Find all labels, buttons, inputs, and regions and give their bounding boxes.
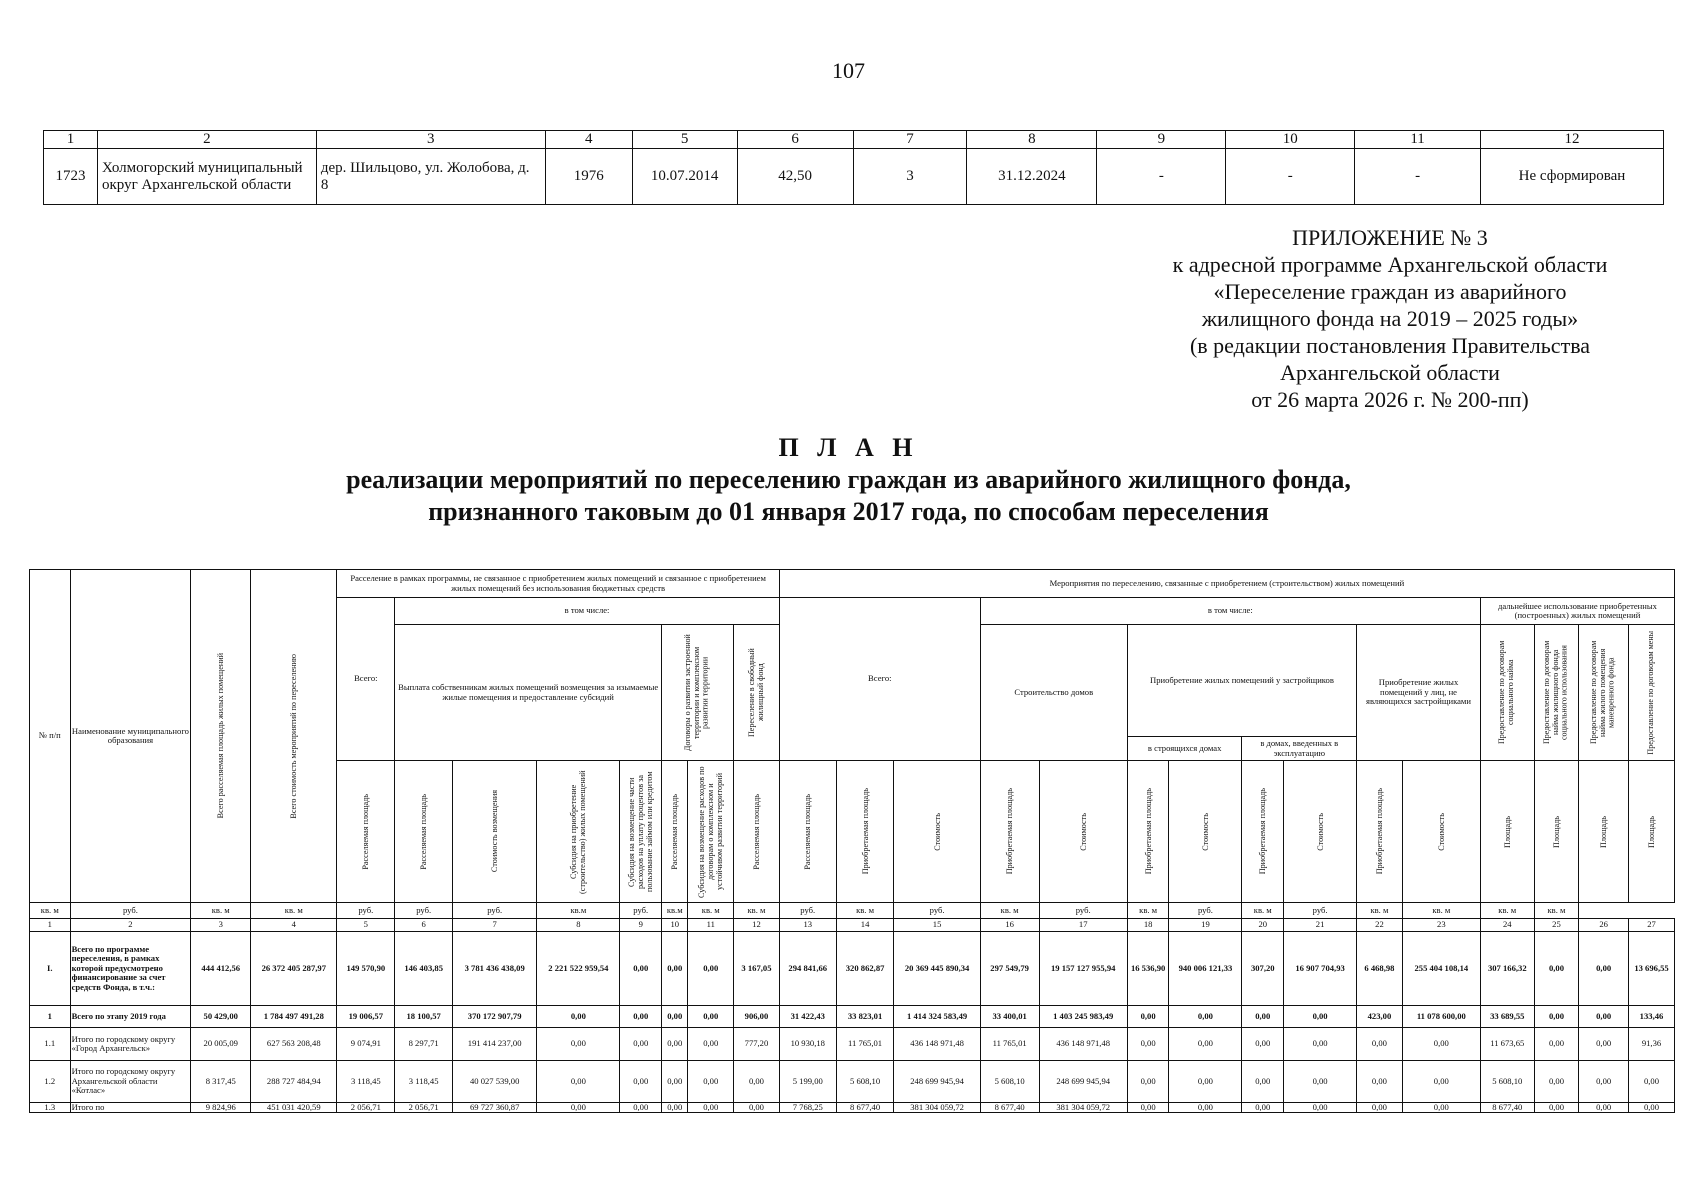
column-header-7: Стоимость возмещения [453, 761, 537, 903]
unit-cell: руб. [395, 903, 453, 919]
top-table-header [44, 131, 1664, 149]
table-cell: 146 403,85 [395, 932, 453, 1006]
table-cell: 9 074,91 [337, 1028, 395, 1061]
table-cell: 320 862,87 [836, 932, 894, 1006]
column-number-cell: 13 [779, 919, 836, 932]
header-total-cost: Всего стоимость мероприятий по переселению [251, 570, 337, 903]
top-row-cell: 42,50 [737, 149, 853, 205]
table-cell: 0,00 [688, 1006, 734, 1028]
table-cell: 1 784 497 491,28 [251, 1006, 337, 1028]
top-row-cell: Не сформирован [1481, 149, 1664, 205]
top-header-cell: 7 [853, 131, 967, 149]
unit-cell: руб. [70, 903, 191, 919]
column-number-cell: 22 [1357, 919, 1403, 932]
appendix-line: Архангельской области [1280, 360, 1500, 385]
top-header-cell: 3 [316, 131, 545, 149]
column-number-cell: 5 [337, 919, 395, 932]
table-cell: 191 414 237,00 [453, 1028, 537, 1061]
top-row-cell: - [1355, 149, 1481, 205]
title-plan: П Л А Н [778, 433, 919, 462]
table-cell: 10 930,18 [779, 1028, 836, 1061]
table-cell: 5 608,10 [836, 1061, 894, 1103]
column-number-cell: 17 [1039, 919, 1127, 932]
unit-cell: руб. [1284, 903, 1357, 919]
table-cell: 0,00 [662, 1028, 688, 1061]
table-cell: 2 056,71 [337, 1103, 395, 1113]
column-header-13: Расселяемая площадь [779, 761, 836, 903]
table-cell: I. [30, 932, 71, 1006]
table-cell: 16 907 704,93 [1284, 932, 1357, 1006]
top-row-cell: дер. Шильцово, ул. Жолобова, д. 8 [316, 149, 545, 205]
column-header-10: Расселяемая площадь [662, 761, 688, 903]
header-f2: Предоставление по договорам найма жилищного фонда социального использования [1534, 625, 1579, 761]
column-header-15: Стоимость [894, 761, 980, 903]
table-cell: 0,00 [1357, 1061, 1403, 1103]
unit-cell: кв. м [688, 903, 734, 919]
header-f3: Предоставление по договорам найма жилого помещения маневренного фонда [1579, 625, 1629, 761]
table-cell: 5 608,10 [980, 1061, 1039, 1103]
table-cell: 0,00 [1579, 1103, 1629, 1113]
plan-table [29, 569, 1675, 1113]
column-header-19: Стоимость [1169, 761, 1242, 903]
column-header-6: Расселяемая площадь [395, 761, 453, 903]
table-cell: 0,00 [620, 1103, 662, 1113]
header-group-b: Мероприятия по переселению, связанные с приобретением (строительством) жилых помещений [779, 570, 1674, 598]
header-a-total: Всего: [337, 598, 395, 761]
table-cell: 0,00 [1357, 1028, 1403, 1061]
top-header-cell: 2 [97, 131, 316, 149]
table-cell: 1 [30, 1006, 71, 1028]
table-cell: 31 422,43 [779, 1006, 836, 1028]
table-cell: 3 781 436 438,09 [453, 932, 537, 1006]
top-row-cell: Холмогорский муниципальный округ Архангельской области [97, 149, 316, 205]
top-row-cell: 31.12.2024 [967, 149, 1097, 205]
header-b-dev: Приобретение жилых помещений у застройщиков [1127, 625, 1356, 737]
table-cell: 1.2 [30, 1061, 71, 1103]
table-cell: 0,00 [734, 1103, 780, 1113]
table-row [30, 1103, 1675, 1113]
table-cell: 16 536,90 [1127, 932, 1169, 1006]
table-cell: 69 727 360,87 [453, 1103, 537, 1113]
table-cell: 18 100,57 [395, 1006, 453, 1028]
column-numbers-row [30, 919, 1675, 932]
top-table [43, 130, 1664, 205]
top-header-cell: 10 [1226, 131, 1355, 149]
appendix-line: от 26 марта 2026 г. № 200-пп) [1251, 387, 1529, 412]
units-row [30, 903, 1675, 919]
header-name: Наименование муниципального образования [70, 570, 191, 903]
table-cell: 2 221 522 959,54 [537, 932, 620, 1006]
header-b-persons: Приобретение жилых помещений у лиц, не являющихся застройщиками [1357, 625, 1481, 761]
unit-cell: кв. м [734, 903, 780, 919]
column-number-cell: 24 [1480, 919, 1534, 932]
table-cell: 8 677,40 [980, 1103, 1039, 1113]
table-cell: 307 166,32 [1480, 932, 1534, 1006]
table-cell: 381 304 059,72 [1039, 1103, 1127, 1113]
column-number-cell: 7 [453, 919, 537, 932]
column-number-cell: 14 [836, 919, 894, 932]
header-b-incl: в том числе: [980, 598, 1480, 625]
table-row [30, 1028, 1675, 1061]
unit-cell: руб. [620, 903, 662, 919]
table-cell: 0,00 [1284, 1103, 1357, 1113]
title-line-3: признанного таковым до 01 января 2017 года, по способам переселения [428, 497, 1269, 526]
table-cell: 451 031 420,59 [251, 1103, 337, 1113]
table-cell: 1.1 [30, 1028, 71, 1061]
column-number-cell: 2 [70, 919, 191, 932]
table-cell: 13 696,55 [1629, 932, 1675, 1006]
unit-cell: кв.м [662, 903, 688, 919]
table-cell: 0,00 [1242, 1061, 1284, 1103]
column-number-cell: 27 [1629, 919, 1675, 932]
table-cell: 11 765,01 [836, 1028, 894, 1061]
table-cell: 906,00 [734, 1006, 780, 1028]
appendix-line: (в редакции постановления Правительства [1189, 333, 1591, 358]
table-row [30, 1006, 1675, 1028]
unit-cell: кв. м [980, 903, 1039, 919]
column-header-26: Площадь [1579, 761, 1629, 903]
table-cell: 33 689,55 [1480, 1006, 1534, 1028]
header-b-further: дальнейшее использование приобретенных (построенных) жилых помещений [1480, 598, 1674, 625]
header-b-total: Всего: [779, 598, 980, 761]
table-cell: 11 078 600,00 [1402, 1006, 1480, 1028]
column-header-25: Площадь [1534, 761, 1579, 903]
table-cell: Всего по этапу 2019 года [70, 1006, 191, 1028]
table-cell: 3 118,45 [337, 1061, 395, 1103]
header-num: № п/п [30, 570, 71, 903]
table-cell: 0,00 [1534, 932, 1579, 1006]
column-number-cell: 9 [620, 919, 662, 932]
appendix-line: ПРИЛОЖЕНИЕ № 3 [1292, 225, 1488, 250]
table-cell: 8 297,71 [395, 1028, 453, 1061]
table-cell: 627 563 208,48 [251, 1028, 337, 1061]
column-number-cell: 25 [1534, 919, 1579, 932]
table-cell: 8 677,40 [836, 1103, 894, 1113]
table-cell: 0,00 [1169, 1028, 1242, 1061]
table-cell: 0,00 [1579, 1006, 1629, 1028]
table-cell: 8 677,40 [1480, 1103, 1534, 1113]
table-cell: Всего по программе переселения, в рамках которой предусмотрено финансирование за счет средств Фонда, в т.ч.: [70, 932, 191, 1006]
table-cell: 0,00 [620, 932, 662, 1006]
header-a-incl: в том числе: [395, 598, 780, 625]
unit-cell: кв. м [251, 903, 337, 919]
table-cell: 6 468,98 [1357, 932, 1403, 1006]
table-cell: 1.3 [30, 1103, 71, 1113]
unit-cell: кв. м [30, 903, 71, 919]
column-header-12: Расселяемая площадь [734, 761, 780, 903]
table-cell: 0,00 [1284, 1028, 1357, 1061]
column-number-cell: 1 [30, 919, 71, 932]
unit-cell: руб. [1169, 903, 1242, 919]
header-a-payout: Выплата собственникам жилых помещений возмещения за изымаемые жилые помещения и предоставление субсидий [395, 625, 662, 761]
table-cell: 20 369 445 890,34 [894, 932, 980, 1006]
table-cell: 0,00 [688, 1061, 734, 1103]
table-cell: 149 570,90 [337, 932, 395, 1006]
table-cell: 0,00 [1284, 1061, 1357, 1103]
header-b-build: Строительство домов [980, 625, 1127, 761]
table-cell: 0,00 [1242, 1028, 1284, 1061]
top-header-cell: 4 [545, 131, 632, 149]
appendix-line: к адресной программе Архангельской области [1172, 252, 1608, 277]
table-cell: 3 167,05 [734, 932, 780, 1006]
appendix-line: жилищного фонда на 2019 – 2025 годы» [1201, 306, 1579, 331]
top-header-cell: 6 [737, 131, 853, 149]
top-header-cell: 8 [967, 131, 1097, 149]
top-header-cell: 1 [44, 131, 98, 149]
table-cell: 297 549,79 [980, 932, 1039, 1006]
table-cell: 0,00 [1402, 1103, 1480, 1113]
table-cell: 0,00 [537, 1006, 620, 1028]
table-cell: 11 765,01 [980, 1028, 1039, 1061]
table-cell: 777,20 [734, 1028, 780, 1061]
column-header-24: Площадь [1480, 761, 1534, 903]
column-header-22: Приобретаемая площадь [1357, 761, 1403, 903]
unit-cell: кв. м [1127, 903, 1169, 919]
column-header-17: Стоимость [1039, 761, 1127, 903]
column-number-cell: 3 [191, 919, 251, 932]
table-cell: 0,00 [1402, 1028, 1480, 1061]
table-cell: 0,00 [1169, 1103, 1242, 1113]
column-header-14: Приобретаемая площадь [836, 761, 894, 903]
column-number-cell: 21 [1284, 919, 1357, 932]
unit-cell: руб. [453, 903, 537, 919]
table-cell: 288 727 484,94 [251, 1061, 337, 1103]
top-row-cell: - [1226, 149, 1355, 205]
table-cell: 9 824,96 [191, 1103, 251, 1113]
unit-cell: кв. м [836, 903, 894, 919]
top-header-cell: 9 [1097, 131, 1226, 149]
table-cell: 0,00 [1629, 1061, 1675, 1103]
table-cell: 0,00 [1534, 1028, 1579, 1061]
column-number-cell: 4 [251, 919, 337, 932]
page-number: 107 [832, 58, 865, 83]
table-cell: 0,00 [688, 1103, 734, 1113]
table-cell: 0,00 [1127, 1103, 1169, 1113]
table-cell: 0,00 [662, 1006, 688, 1028]
top-table-row [44, 149, 1664, 205]
table-cell: 381 304 059,72 [894, 1103, 980, 1113]
table-cell: 0,00 [537, 1061, 620, 1103]
column-number-cell: 26 [1579, 919, 1629, 932]
table-cell: 133,46 [1629, 1006, 1675, 1028]
table-cell: 0,00 [1127, 1061, 1169, 1103]
table-cell: 0,00 [1579, 1028, 1629, 1061]
table-cell: 248 699 945,94 [1039, 1061, 1127, 1103]
table-cell: 0,00 [1169, 1006, 1242, 1028]
table-cell: 940 006 121,33 [1169, 932, 1242, 1006]
table-cell: 0,00 [1357, 1103, 1403, 1113]
table-cell: 3 118,45 [395, 1061, 453, 1103]
top-header-cell: 11 [1355, 131, 1481, 149]
column-number-cell: 15 [894, 919, 980, 932]
appendix-block [1150, 224, 1630, 413]
table-cell: Итого по городскому округу Архангельской области «Котлас» [70, 1061, 191, 1103]
table-cell: 248 699 945,94 [894, 1061, 980, 1103]
table-cell: 0,00 [1579, 1061, 1629, 1103]
table-cell: 0,00 [1534, 1061, 1579, 1103]
table-cell: 19 157 127 955,94 [1039, 932, 1127, 1006]
header-group-a: Расселение в рамках программы, не связанное с приобретением жилых помещений и связанное с приобретением жилых помещений без использования бюджетных средств [337, 570, 779, 598]
top-header-cell: 12 [1481, 131, 1664, 149]
table-cell: 0,00 [1242, 1006, 1284, 1028]
column-number-cell: 8 [537, 919, 620, 932]
table-cell: 0,00 [620, 1006, 662, 1028]
unit-cell: кв. м [1242, 903, 1284, 919]
column-header-27: Площадь [1629, 761, 1675, 903]
column-number-cell: 16 [980, 919, 1039, 932]
table-cell: 8 317,45 [191, 1061, 251, 1103]
table-cell: 0,00 [1127, 1006, 1169, 1028]
table-cell: 0,00 [1534, 1103, 1579, 1113]
appendix-line: «Переселение граждан из аварийного [1213, 279, 1567, 304]
unit-cell: кв. м [1402, 903, 1480, 919]
table-cell: 0,00 [1127, 1028, 1169, 1061]
header-f1: Предоставление по договорам социального найма [1480, 625, 1534, 761]
column-header-9: Субсидия на возмещение части расходов на уплату процентов за пользование займом или кредитом [620, 761, 662, 903]
table-cell: 33 400,01 [980, 1006, 1039, 1028]
table-cell: 0,00 [1579, 932, 1629, 1006]
table-cell: 0,00 [734, 1061, 780, 1103]
table-cell: 0,00 [1284, 1006, 1357, 1028]
table-cell: 294 841,66 [779, 932, 836, 1006]
column-number-cell: 11 [688, 919, 734, 932]
table-cell: 1 414 324 583,49 [894, 1006, 980, 1028]
unit-cell: кв.м [537, 903, 620, 919]
column-number-cell: 10 [662, 919, 688, 932]
header-a-contracts: Договоры о развитии застроенной территории и комплексном развитии территории [662, 625, 734, 761]
table-cell: 2 056,71 [395, 1103, 453, 1113]
table-cell: 255 404 108,14 [1402, 932, 1480, 1006]
column-header-16: Приобретаемая площадь [980, 761, 1039, 903]
unit-cell: кв. м [1480, 903, 1534, 919]
unit-cell: руб. [1039, 903, 1127, 919]
table-cell: 0,00 [1629, 1103, 1675, 1113]
column-header-11: Субсидия на возмещение расходов по договорам о комплексном и устойчивом развитии территорий [688, 761, 734, 903]
header-total-area: Всего расселяемая площадь жилых помещений [191, 570, 251, 903]
table-cell: 5 199,00 [779, 1061, 836, 1103]
table-body [30, 932, 1675, 1113]
table-cell: 7 768,25 [779, 1103, 836, 1113]
column-number-cell: 12 [734, 919, 780, 932]
header-b-dev-building: в строящихся домах [1127, 737, 1242, 761]
header-b-dev-done: в домах, введенных в эксплуатацию [1242, 737, 1357, 761]
table-cell: 307,20 [1242, 932, 1284, 1006]
table-cell: 26 372 405 287,97 [251, 932, 337, 1006]
column-header-20: Приобретаемая площадь [1242, 761, 1284, 903]
top-row-cell: 1723 [44, 149, 98, 205]
table-row [30, 1061, 1675, 1103]
document-title [0, 432, 1697, 528]
table-cell: 0,00 [688, 1028, 734, 1061]
table-cell: 40 027 539,00 [453, 1061, 537, 1103]
table-cell: 436 148 971,48 [894, 1028, 980, 1061]
table-cell: 0,00 [537, 1028, 620, 1061]
table-cell: Итого по городскому округу «Город Архангельск» [70, 1028, 191, 1061]
top-row-cell: 1976 [545, 149, 632, 205]
table-cell: 0,00 [620, 1028, 662, 1061]
table-cell: 1 403 245 983,49 [1039, 1006, 1127, 1028]
column-number-cell: 23 [1402, 919, 1480, 932]
unit-cell: руб. [779, 903, 836, 919]
table-cell: 19 006,57 [337, 1006, 395, 1028]
table-cell: 0,00 [1169, 1061, 1242, 1103]
unit-cell: руб. [337, 903, 395, 919]
unit-cell: кв. м [1357, 903, 1403, 919]
top-row-cell: - [1097, 149, 1226, 205]
column-number-cell: 19 [1169, 919, 1242, 932]
table-cell: 444 412,56 [191, 932, 251, 1006]
table-cell: 370 172 907,79 [453, 1006, 537, 1028]
top-row-cell: 3 [853, 149, 967, 205]
column-header-18: Приобретаемая площадь [1127, 761, 1169, 903]
table-cell: 0,00 [620, 1061, 662, 1103]
column-header-8: Субсидия на приобретение (строительство) жилых помещений [537, 761, 620, 903]
column-header-5: Расселяемая площадь [337, 761, 395, 903]
table-cell: 33 823,01 [836, 1006, 894, 1028]
table-cell: 0,00 [1402, 1061, 1480, 1103]
table-cell: 0,00 [1534, 1006, 1579, 1028]
table-row [30, 932, 1675, 1006]
table-cell: 20 005,09 [191, 1028, 251, 1061]
table-cell: Итого по [70, 1103, 191, 1113]
table-cell: 423,00 [1357, 1006, 1403, 1028]
column-header-21: Стоимость [1284, 761, 1357, 903]
table-cell: 50 429,00 [191, 1006, 251, 1028]
top-row-cell: 10.07.2014 [632, 149, 737, 205]
table-cell: 0,00 [662, 1061, 688, 1103]
table-cell: 5 608,10 [1480, 1061, 1534, 1103]
table-cell: 0,00 [662, 932, 688, 1006]
table-cell: 0,00 [662, 1103, 688, 1113]
column-number-cell: 18 [1127, 919, 1169, 932]
column-number-cell: 20 [1242, 919, 1284, 932]
table-cell: 436 148 971,48 [1039, 1028, 1127, 1061]
header-a-free: Переселение в свободный жилищный фонд [734, 625, 780, 761]
table-cell: 0,00 [537, 1103, 620, 1113]
header-f4: Предоставление по договорам мены [1629, 625, 1675, 761]
title-line-2: реализации мероприятий по переселению граждан из аварийного жилищного фонда, [346, 465, 1351, 494]
table-cell: 0,00 [1242, 1103, 1284, 1113]
unit-cell: кв. м [1534, 903, 1579, 919]
unit-cell: руб. [894, 903, 980, 919]
table-cell: 11 673,65 [1480, 1028, 1534, 1061]
column-header-23: Стоимость [1402, 761, 1480, 903]
table-cell: 0,00 [688, 932, 734, 1006]
column-number-cell: 6 [395, 919, 453, 932]
top-header-cell: 5 [632, 131, 737, 149]
unit-cell: кв. м [191, 903, 251, 919]
table-cell: 91,36 [1629, 1028, 1675, 1061]
